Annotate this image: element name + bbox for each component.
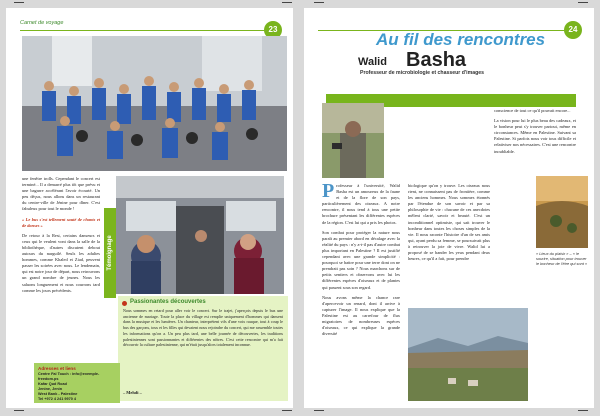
group-photo-image xyxy=(22,36,287,171)
subtitle: Professeur de microbiologie et chasseur d'images xyxy=(360,70,485,76)
testimony-label xyxy=(104,208,116,298)
col3-para1: conscience de tout ce qu'il pouvait encore... xyxy=(494,108,571,113)
bus-photo xyxy=(116,176,284,294)
crop-mark xyxy=(14,410,24,416)
address-title: Adresses et liens xyxy=(38,366,76,371)
group-photo xyxy=(22,36,287,171)
bus-photo-image xyxy=(116,176,284,294)
address-line: Kafar Qud Road xyxy=(38,382,67,386)
col1-para1: rofesseur à l'université, Walid Basha est un amoureux de la faune et de la flore de son pays, particulièrement des oiseaux. A notre rencontre, il nous tend à tous une petite brochure présentant les différentes espèces de la région. C'est lui qui a pris les photos. xyxy=(322,183,400,225)
address-line: West Bank - Palestine xyxy=(38,392,78,396)
crop-mark xyxy=(578,410,588,416)
hills-photo xyxy=(536,176,588,248)
section-header: Carnet de voyage xyxy=(20,20,64,26)
address-line: Jenine, Jenin xyxy=(38,387,63,391)
right-page xyxy=(304,8,594,408)
crop-mark xyxy=(314,2,324,8)
col3-para2: La vision pour lui le plus beau des cadeaux, et le bonheur peut s'y trouver partout, même en circonstances. Même en Palestine. Suivant sa Palestine. Si parfois nous voir tous difficile et relativiser nos nécessaires. C'est une rencontre inoubliable. xyxy=(494,118,576,154)
last-name: Basha xyxy=(406,49,467,71)
photo-caption: « Lieux du plaisir » – « le sourire, situation pour trouver le bonheur de l'être qui sont » xyxy=(536,251,588,266)
landscape-photo xyxy=(408,308,528,401)
text-column-1 xyxy=(322,180,400,341)
crop-mark xyxy=(282,410,292,416)
drop-cap: P xyxy=(322,180,335,202)
col2-para1: biologique qu'on y trouve. Les oiseaux nous rient, ne connaissent pas de frontière, comme les anciens hommes. Nous sommes étonnés par l'étendue de son savoir et par sa philosophie de vie : chacune de ces anecdotes mêlent clarté, savoir et beauté. C'est un inconditionnel optimiste, qui sait trouver le bonheur dans toutes les choses simples de la vie. Il nous raconte l'histoire d'un de ses amis qui, ayant perdu sa femme, se poursuivait plus à retrouver la joie de vivre. Walid lui a proposé de se bander les yeux pendant deux heures, ce qu'il a fait, pour prendre xyxy=(408,183,490,262)
left-text-column xyxy=(22,176,100,298)
portrait-image xyxy=(322,103,384,178)
hills-image xyxy=(536,176,588,248)
page-number: 23 xyxy=(264,21,282,39)
box-signature: – Mehdi – xyxy=(123,390,142,395)
text-column-3 xyxy=(494,108,576,159)
pull-quote: « Le bus s'est tellement sauté de chants et de danses » xyxy=(22,216,100,228)
address-line: Centre Fal Touch : info@exemple-freedom.ps xyxy=(38,372,100,381)
page-title: Au fil des rencontres xyxy=(376,30,546,49)
testimony-label-text: Témoignage xyxy=(107,235,113,271)
col1-para2: Son combat pour protéger la nature nous paraît au premier abord en décalage avec la réalité du pays : n'y a-t-il pas d'autre combat plus important en Palestine ? Il est justifié cependant avec une grande simplicité : pourquoi se battre pour une terre dont on ne prendrait pas soin ? Nous marchons sur de petits sentiers et observons avec lui les différentes espèces d'oiseaux et de plantes qui passent sous son regard. xyxy=(322,229,400,290)
bullet-icon xyxy=(122,301,127,306)
left-page xyxy=(6,8,293,408)
crop-mark xyxy=(282,2,292,8)
header-rule xyxy=(20,30,270,31)
crop-mark xyxy=(14,2,24,8)
testimony-box xyxy=(118,296,288,401)
intro-paragraph: une fenêtre trolls. Cependant le concert est terminé... Il a demarré plus tôt que prévu et une bagarre accélérant l'avoir écourté. Un peu déçus, nous allons dans un restaurant du centre-ville de Jénine pour dîner. C'est fabuleux pour tout le monde ! xyxy=(22,176,100,212)
first-name: Walid xyxy=(358,56,387,68)
landscape-image xyxy=(408,308,528,401)
crop-mark xyxy=(578,2,588,8)
box-title: Passionantes découvertes xyxy=(130,299,206,305)
address-line: Tel +972 4 241 9970 4 xyxy=(38,397,77,401)
col1-para3: Nous avons même la chance rare d'apercevoir un renard, dont il arrive à capturer l'image. Il nous explique que la Palestine est au carrefour de flux migratoires de nombreuses espèces d'oiseaux, ce qui explique la grande diversité xyxy=(322,294,400,337)
box-text: Nous sommes en retard pour aller voir le concert. Sur le trajet, j'aperçois depuis le bus une ancienne de mariage. Toute la place du village est remplie uniquement d'hommes qui dansent dans la musique et les lumières. Un chanteur, interprètent vifs d'une voix rauque, tout à coup le bus des garçons, tous et les filles qui devaient nous rejoindre du concert, qui me rassemble toutes les informations qu'on a. Un peu plus tard, une belle journée de découvertes, les traditions palestiniennes sont passionnantes et différentes des nôtres. C'est cette rencontre qui m'a fait découvrir la culture palestinienne, qui m'était jusqu'alors totalement inconnue. xyxy=(123,308,283,348)
body-paragraph: De retour à la Rest, certains danseurs et ceux qui le veulent vont dans la salle de la bibliothèque, d'autres discutent debout autours du narguilé. Seuls les adultes hommes, comme Khaled et Ziad, peuvent passer les soirées avec nous. Le lendemain, qui est notre jour de départ, nous retrouvons un grand nombre de jeunes. Nous les saluons longuement et nous courrons tard comme les jours précédents. xyxy=(22,232,100,293)
crop-mark xyxy=(314,410,324,416)
portrait-photo xyxy=(322,103,384,178)
address-box xyxy=(34,363,120,403)
text-column-2 xyxy=(408,183,490,266)
page-number: 24 xyxy=(564,21,582,39)
